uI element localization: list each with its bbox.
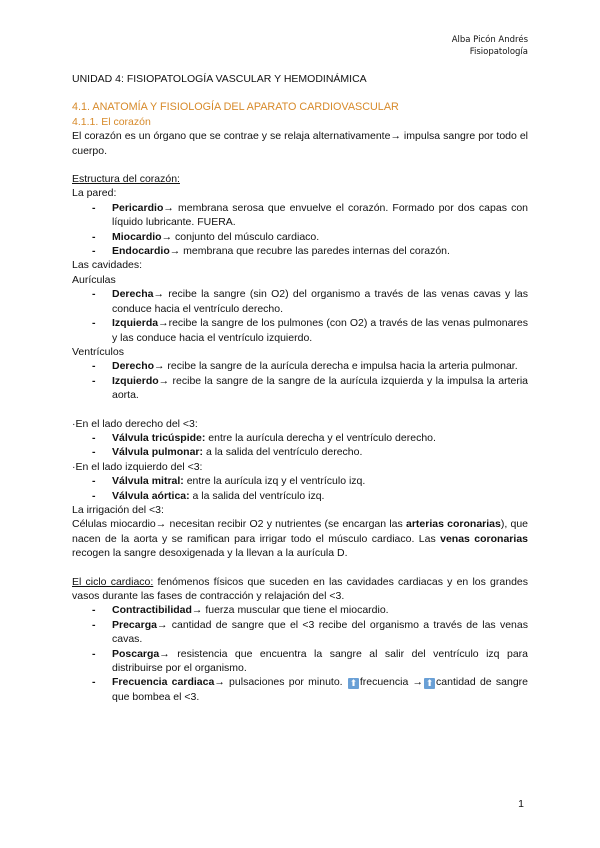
list-item: - Endocardio→ membrana que recubre las paredes internas del corazón. (72, 244, 528, 258)
irrigacion-paragraph: Células miocardio→ necesitan recibir O2 y nutrientes (se encargan las arterias coronarias), que nacen de la aorta y se ramifican para irrigar todo el músculo cardiaco. Las venas coronarias recogen la sangre desoxigenada y la llevan a la aurícula D. (72, 518, 528, 560)
list-item: - Precarga→ cantidad de sangre que el <3 recibe del organismo a través de las venas cavas. (72, 618, 528, 647)
list-item: - Válvula pulmonar: a la salida del ventrículo derecho. (72, 445, 528, 459)
page-content (72, 72, 528, 704)
valvulas-derecho-label: ·En el lado derecho del <3: (72, 417, 198, 430)
page-number: 1 (518, 798, 524, 810)
list-item: - Válvula aórtica: a la salida del ventrículo izq. (72, 489, 528, 503)
arrow-right-icon: → (156, 618, 168, 631)
arrow-right-icon: → (390, 130, 401, 143)
list-item: - Derecha→ recibe la sangre (sin O2) del organismo a través de las venas cavas y las conduce hacia el ventrículo derecho. (72, 287, 528, 316)
valvulas-izquierdo-list (72, 474, 528, 503)
header-subject: Fisiopatología (469, 47, 528, 57)
unit-title: UNIDAD 4: FISIOPATOLOGÍA VASCULAR Y HEMODINÁMICA (72, 73, 367, 85)
list-item: - Frecuencia cardiaca→ pulsaciones por minuto. ⬆ frecuencia → ⬆ cantidad de sangre que bombea el <3. (72, 675, 528, 704)
arrow-right-icon: → (412, 676, 424, 689)
ventriculos-label: Ventrículos (72, 345, 124, 358)
auriculas-label: Aurículas (72, 273, 116, 286)
intro-text-end: impulsa sangre por todo el cuerpo. (72, 130, 529, 157)
list-item: - Pericardio→ membrana serosa que envuelve el corazón. Formado por dos capas con líquido lubricante. FUERA. (72, 201, 528, 230)
arrow-right-icon: → (158, 374, 170, 387)
intro-text: El corazón es un órgano que se contrae y se relaja alternativamente (72, 130, 391, 143)
list-item: - Izquierdo→ recibe la sangre de la sangre de la aurícula izquierda y la impulsa la arteria aorta. (72, 374, 528, 403)
irrigacion-label: La irrigación del <3: (72, 503, 164, 516)
arrow-right-icon: → (161, 230, 173, 243)
arrow-right-icon: → (153, 288, 164, 301)
section-title: 4.1. ANATOMÍA Y FISIOLOGÍA DEL APARATO CARDIOVASCULAR (72, 101, 399, 114)
intro-paragraph (72, 129, 528, 158)
list-item: - Poscarga→ resistencia que encuentra la sangre al salir del ventrículo izq para distribuirse por el organismo. (72, 647, 528, 676)
list-item: - Contractibilidad→ fuerza muscular que tiene el miocardio. (72, 603, 528, 617)
valvulas-izquierdo-label: ·En el lado izquierdo del <3: (72, 460, 203, 473)
estructura-title: Estructura del corazón: (72, 173, 180, 186)
arrow-right-icon: → (155, 518, 167, 531)
list-item: - Válvula mitral: entre la aurícula izq y el ventrículo izq. (72, 474, 528, 488)
list-item: - Izquierda→recibe la sangre de los pulmones (con O2) a través de las venas pulmonares y las conduce hacia el ventrículo izquierdo. (72, 316, 528, 345)
cavidades-label: Las cavidades: (72, 259, 143, 272)
list-item: - Derecho→ recibe la sangre de la aurícula derecha e impulsa hacia la arteria pulmonar. (72, 359, 528, 373)
valvulas-derecho-list (72, 431, 528, 460)
arrow-right-icon: → (191, 604, 203, 617)
list-item: - Válvula tricúspide: entre la aurícula derecha y el ventrículo derecho. (72, 431, 528, 445)
arrow-right-icon: → (158, 317, 169, 330)
pared-list (72, 201, 528, 259)
up-arrow-icon: ⬆ (425, 678, 434, 689)
pared-label: La pared: (72, 187, 117, 200)
arrow-right-icon: → (163, 201, 174, 214)
ciclo-title: El ciclo cardiaco: (72, 575, 154, 588)
header-author: Alba Picón Andrés (451, 35, 528, 45)
arrow-right-icon: → (159, 647, 170, 660)
list-item: - Miocardio→ conjunto del músculo cardiaco. (72, 230, 528, 244)
up-arrow-icon: ⬆ (349, 678, 358, 689)
page-header (452, 34, 528, 58)
arrow-right-icon: → (169, 245, 181, 258)
section-subtitle: 4.1.1. El corazón (72, 115, 151, 128)
arrow-right-icon: → (214, 676, 225, 689)
auriculas-list (72, 287, 528, 345)
ciclo-list (72, 603, 528, 704)
arrow-right-icon: → (154, 360, 165, 373)
ventriculos-list (72, 359, 528, 402)
ciclo-paragraph: El ciclo cardiaco: fenómenos físicos que suceden en las cavidades cardiacas y en los grandes vasos durante las fases de contracción y relajación del <3. (72, 575, 528, 602)
